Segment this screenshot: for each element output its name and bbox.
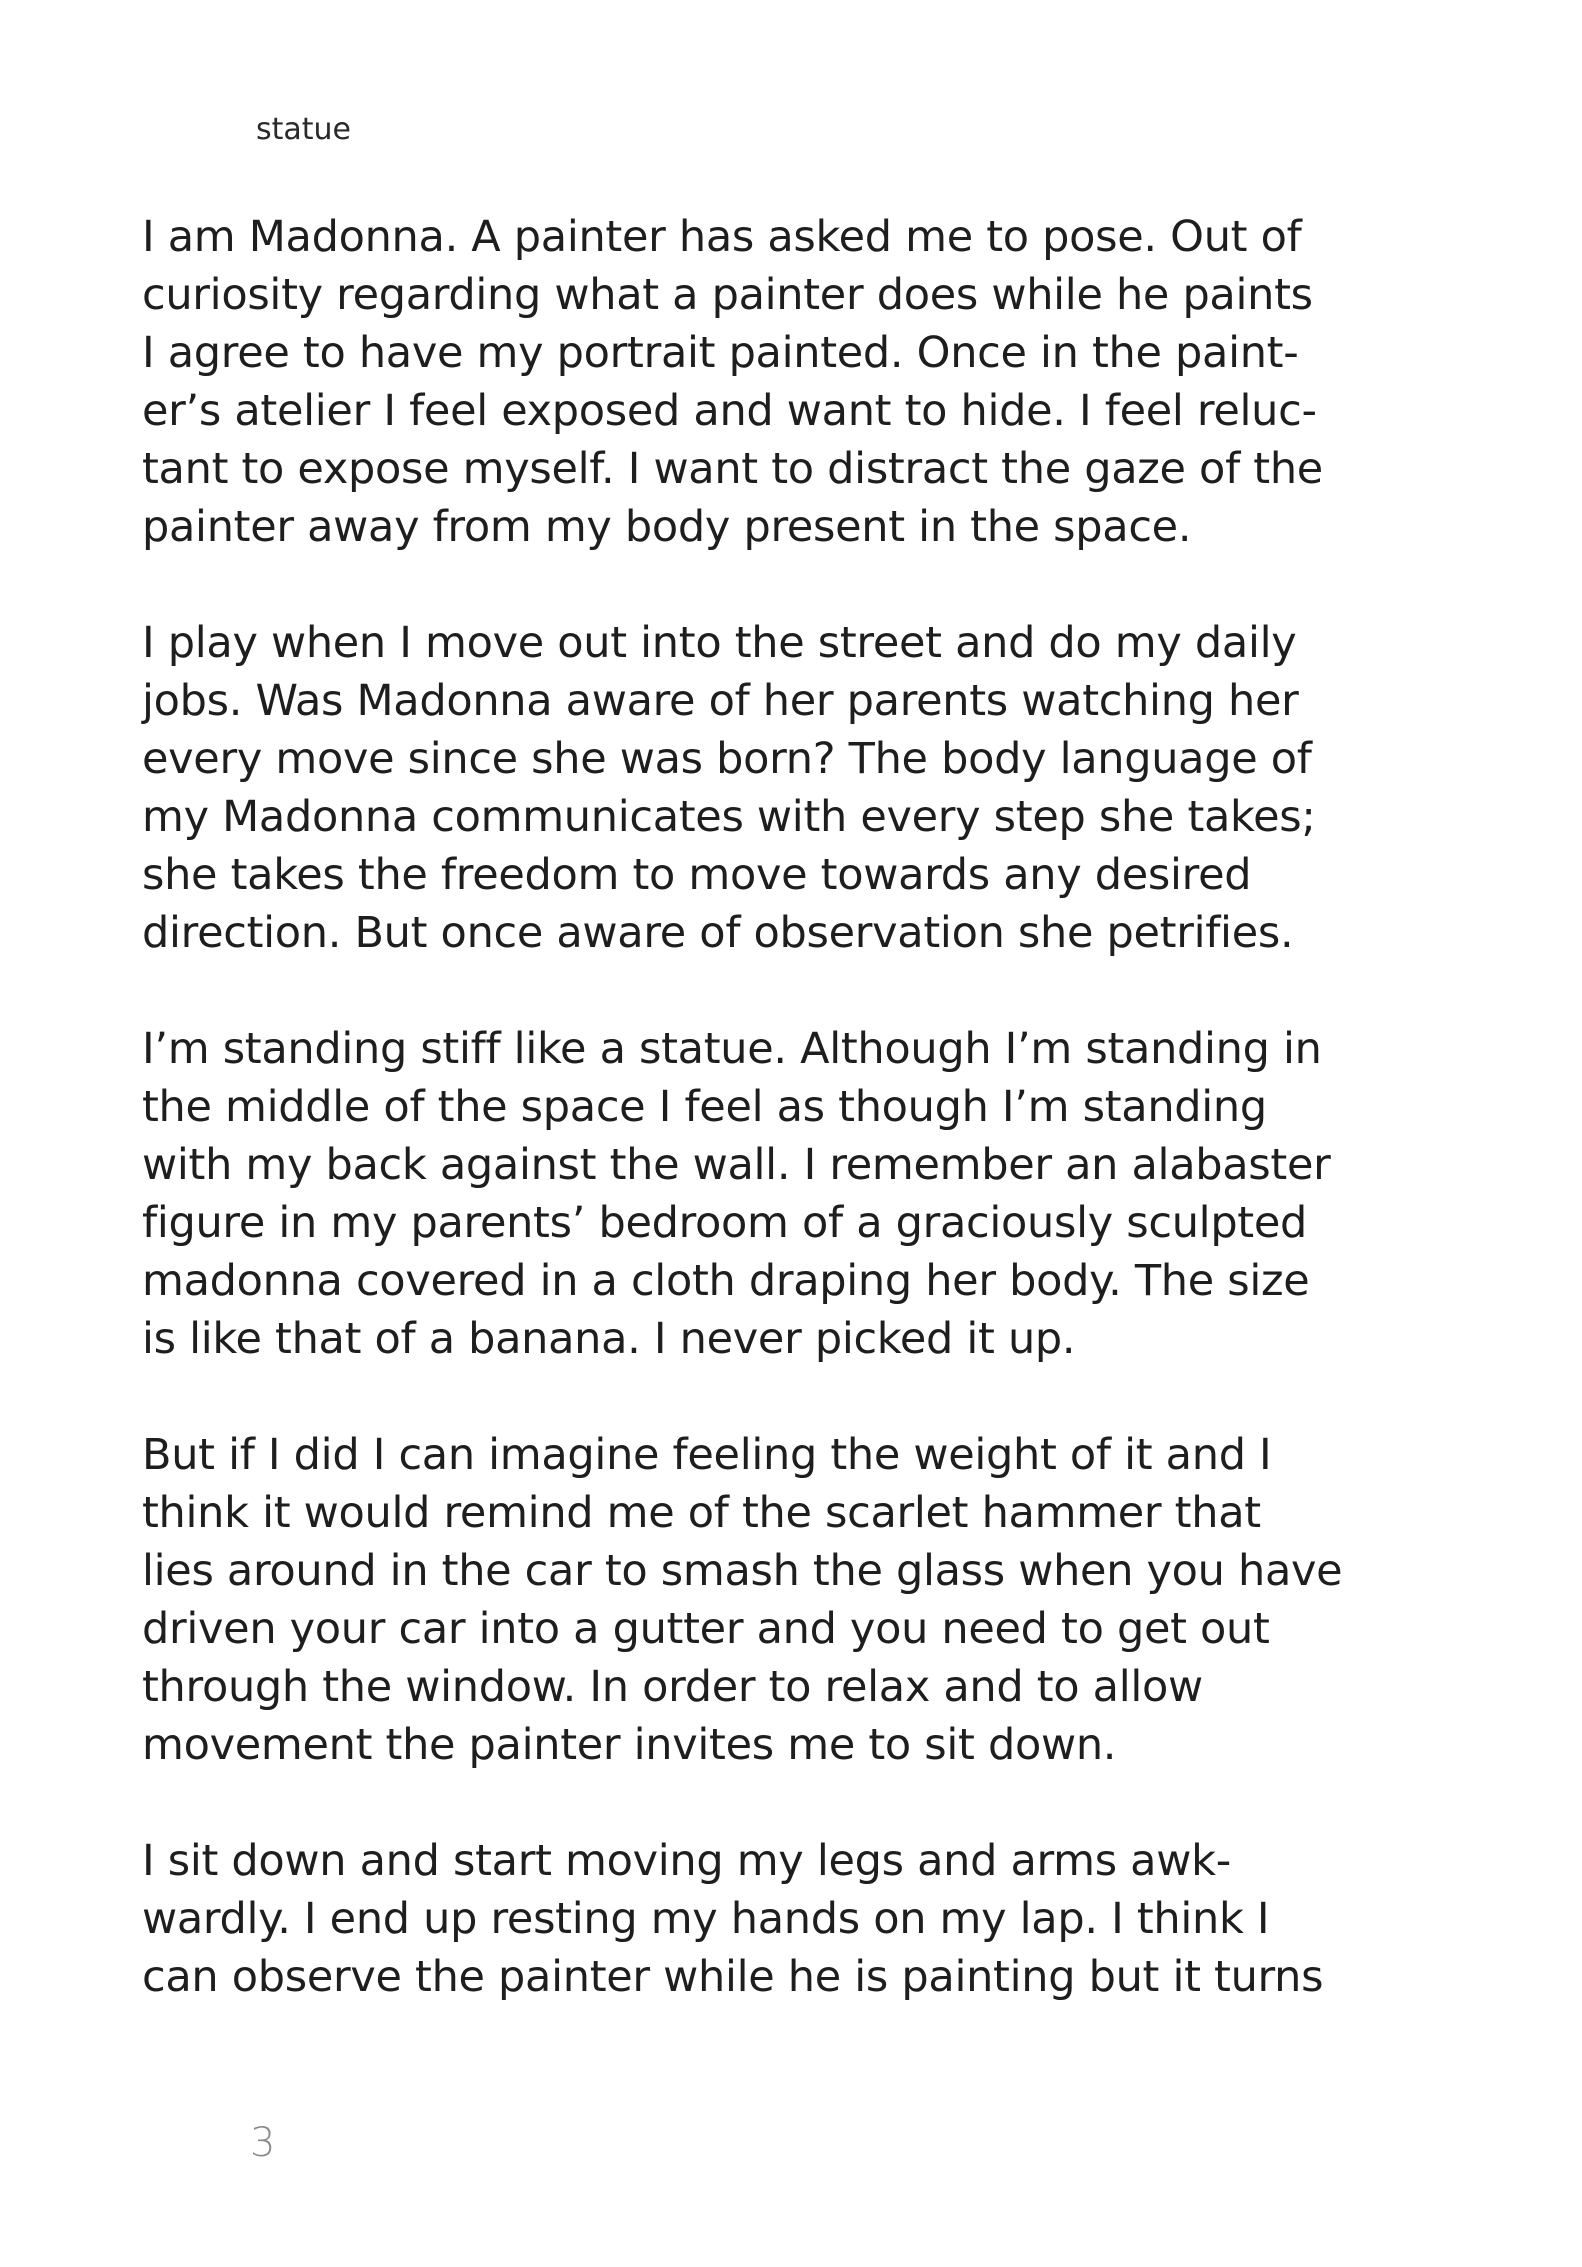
text-line: er’s atelier I feel exposed and want to hide. I feel reluc- (142, 386, 1317, 436)
text-line: direction. But once aware of observation she petrifies. (142, 908, 1294, 958)
text-line: curiosity regarding what a painter does while he paints (142, 270, 1313, 320)
text-line: But if I did I can imagine feeling the weight of it and I (142, 1430, 1272, 1480)
paragraph-3 (142, 1020, 1442, 1368)
text-line: with my back against the wall. I remember an alabaster (142, 1140, 1331, 1190)
text-line: is like that of a banana. I never picked it up. (142, 1314, 1076, 1364)
text-line: think it would remind me of the scarlet hammer that (142, 1488, 1261, 1538)
text-line: madonna covered in a cloth draping her body. The size (142, 1256, 1310, 1306)
text-line: tant to expose myself. I want to distract the gaze of the (142, 444, 1323, 494)
text-line: lies around in the car to smash the glass when you have (142, 1546, 1343, 1596)
text-line: wardly. I end up resting my hands on my lap. I think I (142, 1894, 1270, 1944)
paragraph-1 (142, 208, 1442, 556)
body-text (142, 208, 1442, 2064)
text-line: through the window. In order to relax and to allow (142, 1662, 1203, 1712)
text-line: I sit down and start moving my legs and arms awk- (142, 1836, 1231, 1886)
text-line: can observe the painter while he is painting but it turns (142, 1952, 1324, 2002)
text-line: the middle of the space I feel as though I’m standing (142, 1082, 1267, 1132)
text-line: I’m standing stiff like a statue. Although I’m standing in (142, 1024, 1322, 1074)
running-head: statue (256, 112, 352, 147)
text-line: she takes the freedom to move towards any desired (142, 850, 1252, 900)
page-number: 3 (250, 2120, 276, 2166)
text-line: I play when I move out into the street and do my daily (142, 618, 1297, 668)
paragraph-4 (142, 1426, 1442, 1774)
text-line: movement the painter invites me to sit down. (142, 1720, 1117, 1770)
text-line: figure in my parents’ bedroom of a graciously sculpted (142, 1198, 1308, 1248)
text-line: my Madonna communicates with every step she takes; (142, 792, 1316, 842)
text-line: driven your car into a gutter and you need to get out (142, 1604, 1270, 1654)
text-line: painter away from my body present in the space. (142, 502, 1192, 552)
text-line: jobs. Was Madonna aware of her parents watching her (142, 676, 1299, 726)
text-line: every move since she was born? The body language of (142, 734, 1312, 784)
text-line: I agree to have my portrait painted. Once in the paint- (142, 328, 1299, 378)
paragraph-5 (142, 1832, 1442, 2006)
text-line: I am Madonna. A painter has asked me to pose. Out of (142, 212, 1302, 262)
paragraph-2 (142, 614, 1442, 962)
